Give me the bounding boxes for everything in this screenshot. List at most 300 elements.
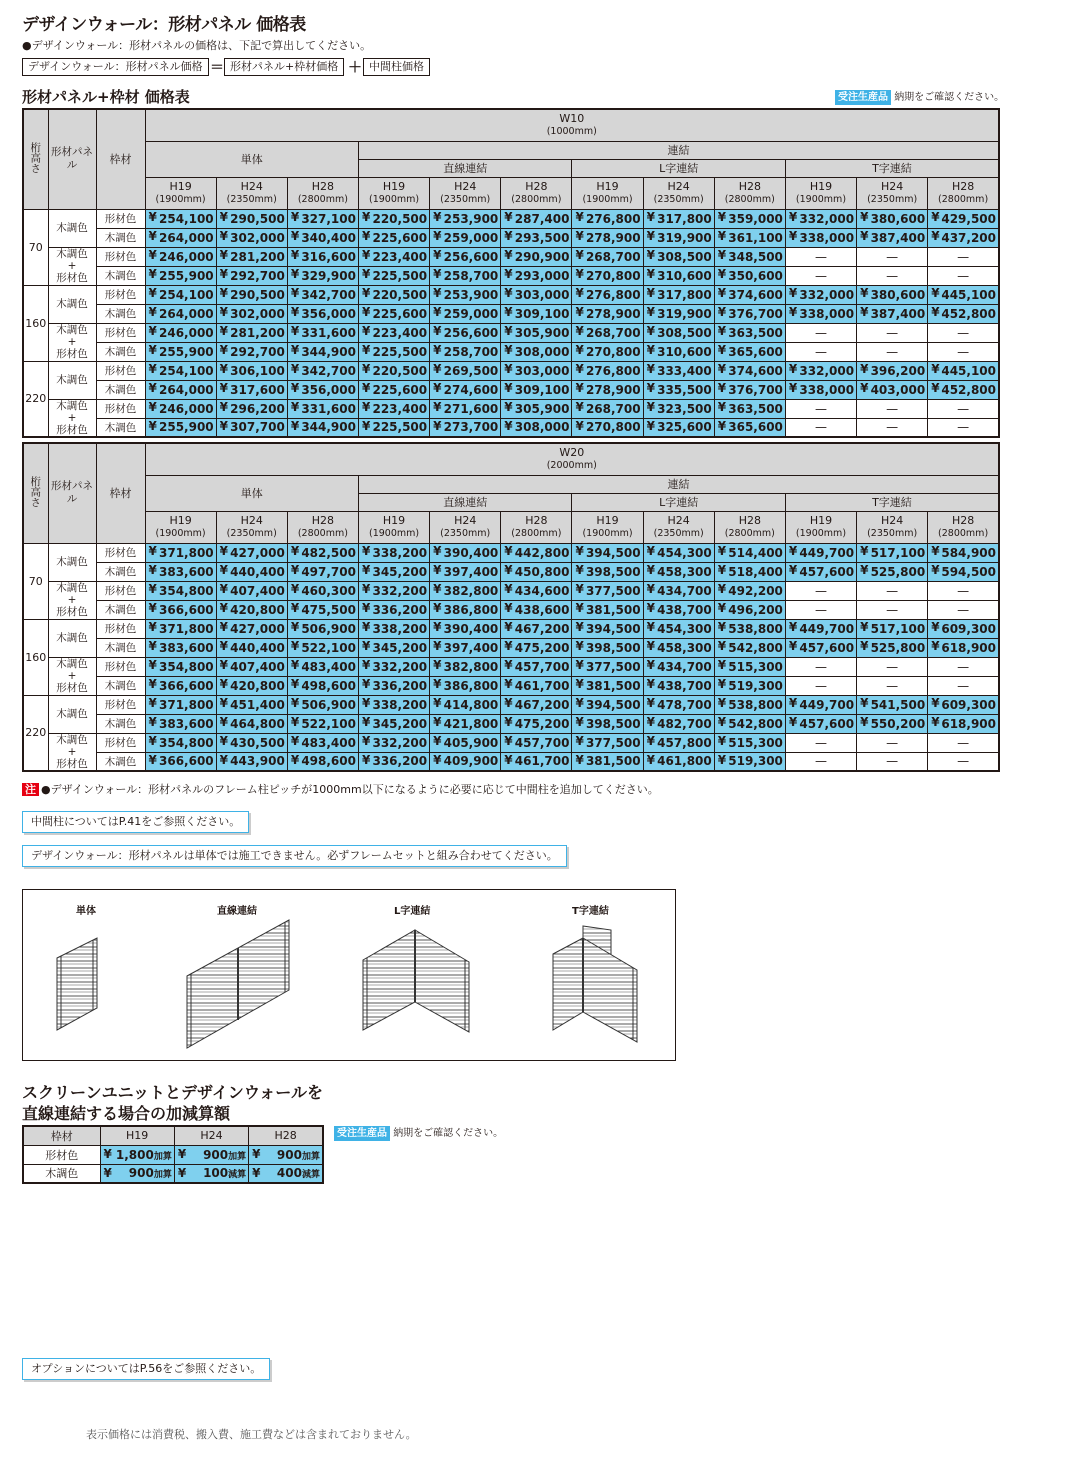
adjust-type: 加算 (153, 1170, 172, 1181)
price-cell (501, 714, 572, 733)
yen-sign: ¥ (433, 304, 442, 319)
price-value: 457,800 (657, 735, 712, 750)
price-value: 270,800 (585, 344, 641, 359)
frame-color-cell: 形材色 (96, 657, 145, 676)
price-cell (430, 543, 501, 562)
price-value: 344,900 (301, 420, 356, 435)
price-cell (501, 638, 572, 657)
price-value: 335,500 (657, 382, 712, 397)
yen-sign: ¥ (290, 695, 300, 710)
yen-sign: ¥ (504, 638, 513, 653)
yen-sign: ¥ (433, 600, 442, 615)
price-value: 278,900 (585, 230, 641, 245)
price-cell (216, 266, 287, 285)
yen-sign: ¥ (433, 733, 442, 748)
price-cell (216, 543, 287, 562)
table-row (23, 285, 999, 304)
yen-sign: ¥ (646, 323, 655, 338)
price-value: 383,600 (159, 640, 214, 655)
price-value: 225,600 (372, 382, 428, 397)
price-cell (430, 304, 501, 323)
price-cell (501, 228, 572, 247)
single-panel-diagram (57, 938, 97, 1030)
price-cell (501, 619, 572, 638)
yen-sign: ¥ (504, 581, 513, 596)
yen-sign: ¥ (575, 285, 584, 300)
table-row (23, 1164, 323, 1183)
price-value: 457,600 (799, 716, 855, 731)
panel-type-cell: 木調色 (48, 543, 96, 581)
price-value: 281,200 (230, 249, 285, 264)
price-value: 246,000 (159, 249, 214, 264)
yen-sign: ¥ (717, 399, 727, 414)
price-value: 454,300 (657, 545, 712, 560)
price-cell (145, 285, 216, 304)
price-value: 290,900 (514, 249, 570, 264)
frame-color-cell: 木調色 (96, 304, 145, 323)
price-value: 270,800 (585, 420, 641, 435)
price-cell (643, 676, 714, 695)
price-value: 332,000 (799, 287, 855, 302)
price-value: 449,700 (799, 545, 855, 560)
table-row (23, 543, 999, 562)
adjust-cell (174, 1145, 248, 1164)
price-value: 405,900 (443, 735, 499, 750)
price-value: 254,100 (159, 287, 214, 302)
price-cell (430, 399, 501, 418)
yen-sign: ¥ (931, 619, 940, 634)
yen-sign: ¥ (433, 247, 442, 262)
price-value: 225,500 (372, 344, 428, 359)
price-value: 287,400 (514, 211, 570, 226)
price-value: 253,900 (443, 211, 499, 226)
yen-sign: ¥ (646, 209, 655, 224)
yen-sign: ¥ (504, 285, 513, 300)
price-cell (358, 562, 429, 581)
price-cell (216, 228, 287, 247)
adjust-cell (174, 1164, 248, 1183)
price-cell (501, 733, 572, 752)
price-cell (714, 714, 785, 733)
intro-text: ●デザインウォール：形材パネルの価格は、下記で算出してください。 (22, 39, 372, 52)
adjust-type: 加算 (153, 1151, 172, 1162)
yen-sign: ¥ (860, 714, 869, 729)
price-cell (643, 638, 714, 657)
price-cell (216, 657, 287, 676)
price-value: 461,700 (514, 678, 570, 693)
adjust-value: 400 (276, 1166, 302, 1181)
price-value: 458,300 (657, 564, 712, 579)
yen-sign: ¥ (433, 543, 442, 558)
price-cell (216, 399, 287, 418)
yen-sign: ¥ (646, 543, 655, 558)
yen-sign: ¥ (504, 543, 513, 558)
price-value: 438,700 (657, 678, 712, 693)
yen-sign: ¥ (148, 752, 157, 767)
yen-sign: ¥ (219, 342, 229, 357)
price-cell (501, 361, 572, 380)
yen-sign: ¥ (717, 418, 727, 433)
price-cell (857, 285, 928, 304)
adjust-value: 100 (203, 1166, 229, 1181)
price-cell (572, 657, 643, 676)
price-cell (145, 361, 216, 380)
yen-sign: ¥ (361, 323, 371, 338)
price-cell (572, 285, 643, 304)
frame-color-cell: 形材色 (23, 1145, 100, 1164)
price-value: 325,600 (657, 420, 712, 435)
price-value: 482,500 (301, 545, 356, 560)
yen-sign: ¥ (433, 228, 442, 243)
price-cell (145, 638, 216, 657)
yen-sign: ¥ (646, 714, 655, 729)
yen-sign: ¥ (646, 228, 655, 243)
price-cell (358, 228, 429, 247)
price-value: 525,800 (870, 640, 926, 655)
header-connected: 連結 (358, 475, 999, 493)
footer-note: 表示価格には消費税、搬入費、施工費などは含まれておりません。 (86, 1428, 417, 1441)
price-value: 308,000 (514, 420, 570, 435)
price-value: 380,600 (870, 211, 926, 226)
yen-sign: ¥ (219, 209, 229, 224)
adjust-value: 900 (203, 1147, 229, 1162)
yen-sign: ¥ (103, 1146, 112, 1161)
price-cell (287, 380, 358, 399)
price-value: 336,200 (372, 602, 428, 617)
adjust-cell (249, 1164, 323, 1183)
yen-sign: ¥ (177, 1146, 187, 1161)
price-value: 345,200 (372, 564, 428, 579)
yen-sign: ¥ (717, 266, 727, 281)
price-cell (643, 562, 714, 581)
price-cell (714, 399, 785, 418)
price-cell (928, 543, 999, 562)
header-size: H19 (1900mm) (572, 177, 643, 209)
price-value: 464,800 (230, 716, 285, 731)
yen-sign: ¥ (219, 657, 229, 672)
yen-sign: ¥ (148, 380, 157, 395)
yen-sign: ¥ (433, 619, 442, 634)
price-value: 269,500 (443, 363, 499, 378)
yen-sign: ¥ (361, 342, 371, 357)
price-cell-na: — (857, 657, 928, 676)
price-value: 383,600 (159, 564, 214, 579)
yen-sign: ¥ (290, 543, 300, 558)
yen-sign: ¥ (361, 600, 371, 615)
price-value: 317,600 (230, 382, 285, 397)
table-row (23, 361, 999, 380)
price-value: 310,600 (657, 268, 712, 283)
price-cell (287, 342, 358, 361)
yen-sign: ¥ (290, 657, 300, 672)
price-value: 278,900 (585, 306, 641, 321)
yen-sign: ¥ (361, 581, 371, 596)
yen-sign: ¥ (788, 285, 798, 300)
price-cell (714, 418, 785, 437)
page-title: デザインウォール：形材パネル 価格表 (22, 15, 306, 35)
price-cell-na: — (928, 323, 999, 342)
price-cell (785, 543, 856, 562)
price-cell (714, 638, 785, 657)
yen-sign: ¥ (290, 619, 300, 634)
price-value: 303,000 (514, 363, 570, 378)
price-value: 461,800 (657, 754, 712, 769)
price-cell-na: — (857, 752, 928, 771)
table-row (23, 247, 999, 266)
yen-sign: ¥ (148, 323, 157, 338)
price-cell-na: — (857, 399, 928, 418)
price-value: 374,600 (728, 363, 783, 378)
price-cell (714, 581, 785, 600)
yen-sign: ¥ (646, 638, 655, 653)
price-cell (714, 657, 785, 676)
screen-adjust-table (22, 1125, 324, 1184)
price-value: 225,500 (372, 268, 428, 283)
yen-sign: ¥ (148, 304, 157, 319)
yen-sign: ¥ (788, 304, 798, 319)
yen-sign: ¥ (646, 676, 655, 691)
price-cell (572, 399, 643, 418)
price-cell-na: — (857, 323, 928, 342)
yen-sign: ¥ (504, 695, 513, 710)
yen-sign: ¥ (361, 733, 371, 748)
price-cell (785, 209, 856, 228)
price-cell (857, 228, 928, 247)
price-cell (572, 619, 643, 638)
header-t: T字連結 (785, 159, 999, 177)
price-value: 467,200 (514, 621, 570, 636)
yen-sign: ¥ (504, 562, 513, 577)
yen-sign: ¥ (504, 752, 513, 767)
yen-sign: ¥ (717, 714, 727, 729)
price-cell (430, 342, 501, 361)
yen-sign: ¥ (148, 418, 157, 433)
made-to-order-badge-2: 受注生産品 (334, 1126, 390, 1141)
price-value: 460,300 (301, 583, 356, 598)
yen-sign: ¥ (433, 361, 442, 376)
price-value: 268,700 (585, 249, 641, 264)
price-value: 259,000 (443, 306, 499, 321)
price-cell (643, 342, 714, 361)
yen-sign: ¥ (788, 543, 798, 558)
price-value: 377,500 (585, 735, 641, 750)
header-height: 桁高さ (23, 109, 48, 209)
price-cell (287, 695, 358, 714)
yen-sign: ¥ (219, 418, 229, 433)
yen-sign: ¥ (860, 361, 869, 376)
table-row (23, 714, 999, 733)
price-value: 430,500 (230, 735, 285, 750)
price-cell (643, 228, 714, 247)
price-cell (572, 543, 643, 562)
price-value: 397,400 (443, 640, 499, 655)
price-cell-na: — (857, 733, 928, 752)
price-value: 518,400 (728, 564, 783, 579)
price-cell (430, 266, 501, 285)
price-cell (358, 304, 429, 323)
price-value: 515,300 (728, 735, 783, 750)
yen-sign: ¥ (717, 695, 727, 710)
yen-sign: ¥ (219, 247, 229, 262)
yen-sign: ¥ (361, 304, 371, 319)
price-cell (928, 228, 999, 247)
price-value: 246,000 (159, 401, 214, 416)
frame-color-cell: 形材色 (96, 361, 145, 380)
yen-sign: ¥ (504, 380, 513, 395)
price-value: 271,600 (443, 401, 499, 416)
price-cell-na: — (928, 399, 999, 418)
formula-panel-frame: 形材パネル+枠材価格 (224, 58, 344, 76)
price-cell (145, 228, 216, 247)
price-cell (572, 733, 643, 752)
panel-type-cell: 木調色 + 形材色 (48, 399, 96, 437)
price-cell (501, 600, 572, 619)
price-cell (714, 619, 785, 638)
yen-sign: ¥ (433, 209, 442, 224)
yen-sign: ¥ (219, 581, 229, 596)
yen-sign: ¥ (575, 676, 584, 691)
price-cell (714, 285, 785, 304)
header-size: H28 (2800mm) (501, 177, 572, 209)
price-value: 366,600 (159, 678, 214, 693)
yen-sign: ¥ (717, 562, 727, 577)
price-value: 332,000 (799, 211, 855, 226)
price-value: 225,600 (372, 230, 428, 245)
yen-sign: ¥ (361, 543, 371, 558)
price-cell (501, 380, 572, 399)
price-value: 363,500 (728, 325, 783, 340)
price-cell (216, 380, 287, 399)
price-cell (785, 714, 856, 733)
diagram-label-t: T字連結 (572, 906, 609, 917)
price-table-w20 (22, 442, 1000, 772)
price-value: 225,500 (372, 420, 428, 435)
price-cell (572, 342, 643, 361)
yen-sign: ¥ (290, 600, 300, 615)
yen-sign: ¥ (860, 638, 869, 653)
yen-sign: ¥ (219, 380, 229, 395)
price-value: 519,300 (728, 754, 783, 769)
yen-sign: ¥ (148, 562, 157, 577)
yen-sign: ¥ (219, 619, 229, 634)
price-value: 542,800 (728, 640, 783, 655)
price-value: 348,500 (728, 249, 783, 264)
price-value: 420,800 (230, 678, 285, 693)
price-cell (572, 562, 643, 581)
table-row (23, 266, 999, 285)
price-value: 394,500 (585, 545, 641, 560)
frame-color-cell: 木調色 (96, 562, 145, 581)
price-cell-na: — (928, 752, 999, 771)
price-value: 319,900 (657, 230, 712, 245)
price-value: 394,500 (585, 621, 641, 636)
yen-sign: ¥ (717, 581, 727, 596)
table-row (23, 619, 999, 638)
frame-color-cell: 木調色 (96, 342, 145, 361)
yen-sign: ¥ (504, 657, 513, 672)
price-value: 255,900 (159, 420, 214, 435)
yen-sign: ¥ (103, 1165, 112, 1180)
price-cell (216, 361, 287, 380)
yen-sign: ¥ (219, 266, 229, 281)
price-cell (572, 323, 643, 342)
price-value: 584,900 (941, 545, 996, 560)
price-value: 273,700 (443, 420, 499, 435)
price-cell (287, 247, 358, 266)
height-cell: 220 (23, 361, 48, 437)
price-cell (928, 209, 999, 228)
price-cell-na: — (928, 600, 999, 619)
yen-sign: ¥ (646, 733, 655, 748)
price-cell (430, 676, 501, 695)
price-value: 498,600 (301, 754, 356, 769)
price-value: 366,600 (159, 754, 214, 769)
price-value: 403,000 (870, 382, 926, 397)
price-cell (216, 323, 287, 342)
price-cell (287, 543, 358, 562)
price-cell (643, 285, 714, 304)
price-cell-na: — (928, 657, 999, 676)
price-value: 506,900 (301, 621, 356, 636)
price-value: 292,700 (230, 344, 285, 359)
panel-type-cell: 木調色 (48, 695, 96, 733)
price-cell (643, 266, 714, 285)
price-cell (430, 714, 501, 733)
price-value: 517,100 (870, 621, 926, 636)
price-value: 308,500 (657, 249, 712, 264)
price-value: 457,600 (799, 564, 855, 579)
price-value: 342,700 (301, 287, 356, 302)
price-cell (287, 733, 358, 752)
price-value: 276,800 (585, 211, 641, 226)
price-cell (145, 266, 216, 285)
table-row (23, 228, 999, 247)
yen-sign: ¥ (717, 638, 727, 653)
price-cell (145, 657, 216, 676)
price-cell (714, 676, 785, 695)
price-cell (430, 638, 501, 657)
price-value: 274,600 (443, 382, 499, 397)
yen-sign: ¥ (504, 209, 513, 224)
yen-sign: ¥ (646, 342, 655, 357)
adjust-value: 900 (128, 1166, 154, 1181)
price-cell (287, 228, 358, 247)
price-value: 293,500 (514, 230, 570, 245)
yen-sign: ¥ (646, 752, 655, 767)
price-value: 356,000 (301, 382, 356, 397)
price-cell (643, 619, 714, 638)
frame-color-cell: 形材色 (96, 285, 145, 304)
price-cell (857, 619, 928, 638)
yen-sign: ¥ (290, 228, 300, 243)
price-cell (145, 304, 216, 323)
price-value: 483,400 (301, 659, 356, 674)
price-value: 450,800 (514, 564, 570, 579)
price-cell (501, 676, 572, 695)
header-t: T字連結 (785, 493, 999, 511)
yen-sign: ¥ (148, 733, 157, 748)
yen-sign: ¥ (504, 361, 513, 376)
price-cell-na: — (928, 676, 999, 695)
yen-sign: ¥ (361, 752, 371, 767)
height-cell: 70 (23, 209, 48, 285)
price-value: 305,900 (514, 401, 570, 416)
price-cell (643, 361, 714, 380)
screen-header: H24 (174, 1126, 248, 1145)
yen-sign: ¥ (575, 266, 584, 281)
price-cell (145, 600, 216, 619)
yen-sign: ¥ (788, 562, 798, 577)
